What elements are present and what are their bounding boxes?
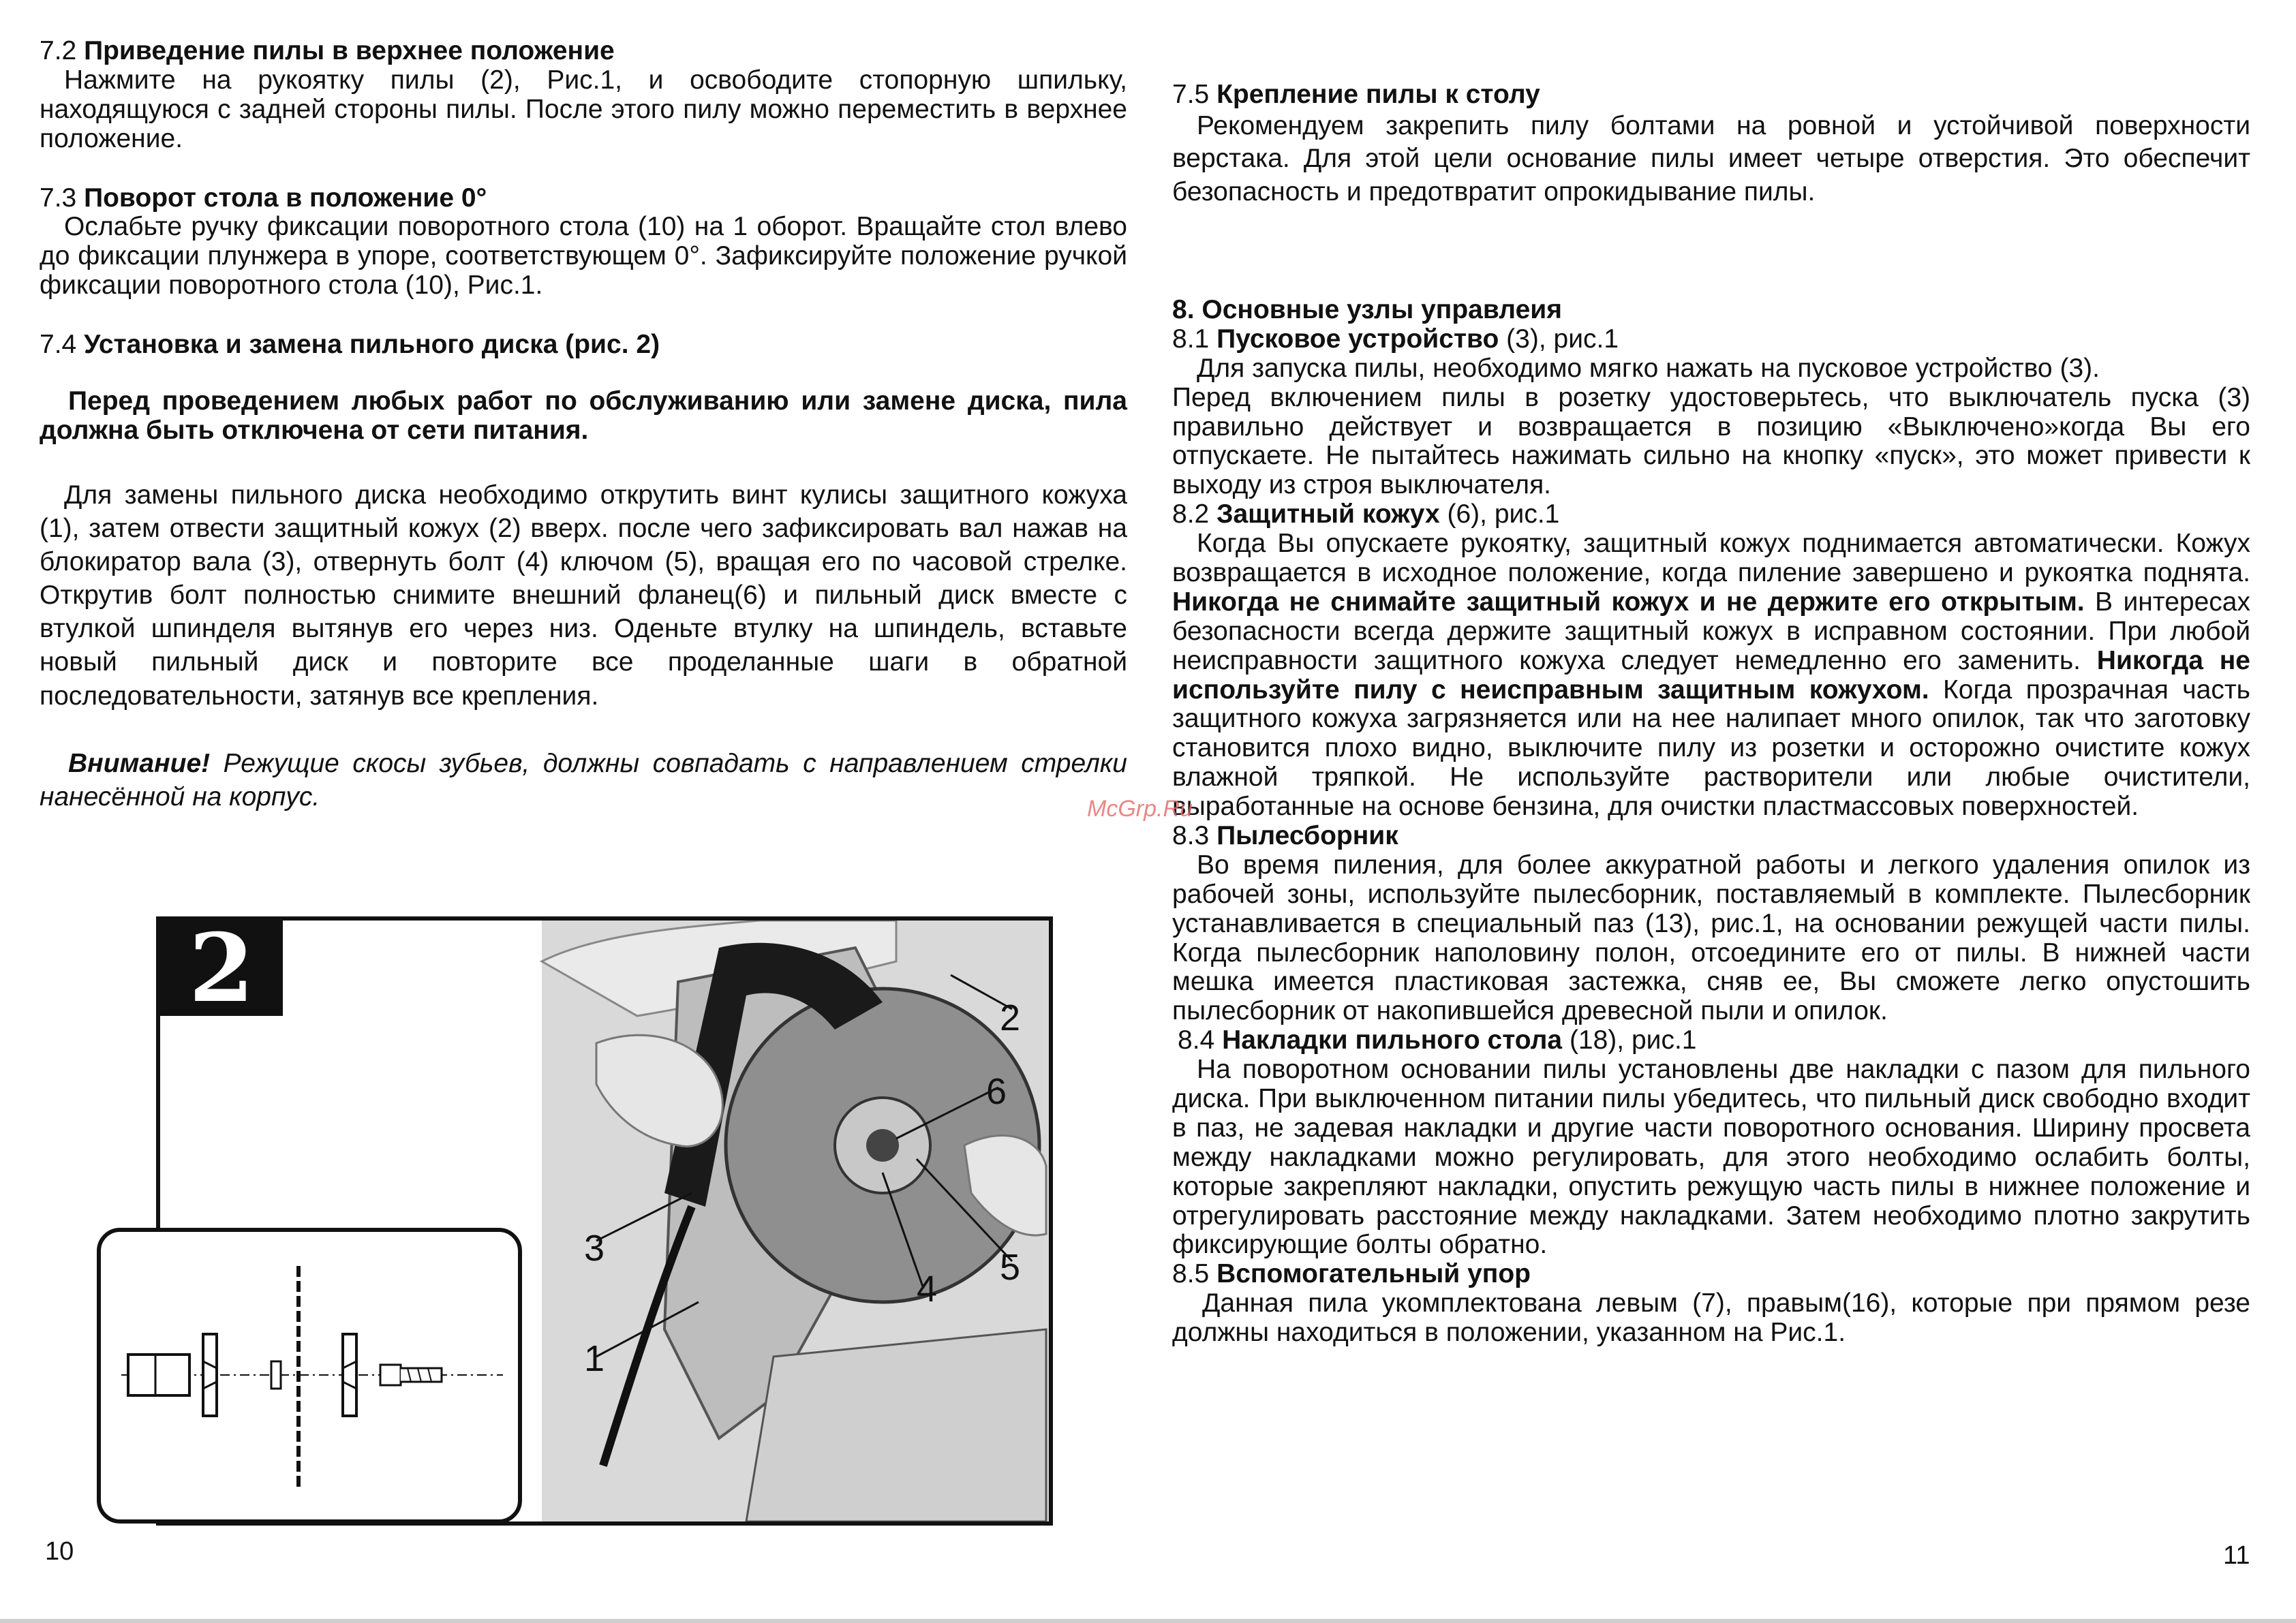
section-8-heading: 8. Основные узлы управлеия xyxy=(1172,294,1562,324)
section-7-4-body: Для замены пильного диска необходимо открутить винт кулисы защитного кожуха (1), затем отвести защитный кожух (2) вверх. после чего зафиксировать вал нажав на блокиратор вала (3), отвернуть болт (4) ключом (5), вращая его по часовой стрелке. Открутив болт полностью снимите внешний фланец(6) и пильный диск вместе с втулкой шпинделя вытянув его через низ. Оденьте втулку на шпиндель, вставьте новый пильный диск и повторите все проделанные шаги в обратной последовательности, затянув все крепления. xyxy=(40,480,1127,711)
safety-warning: Перед проведением любых работ по обслуживанию или замене диска, пила должна быть отключена от сети питания. xyxy=(40,386,1127,445)
callout-2: 2 xyxy=(1000,998,1021,1038)
section-8-3-heading: 8.3 Пылесборник xyxy=(1172,821,1398,850)
exploded-view-inset xyxy=(97,1228,522,1524)
section-8-1-body-2: Перед включением пилы в розетку удостоверьтесь, что выключатель пуска (3) правильно действует и возвращается в позицию «Выключено»когда Вы его отпускаете. Не пытайтесь нажимать сильно на кнопку «пуск», это может привести к выходу из строя выключателя. xyxy=(1172,382,2250,500)
callout-6: 6 xyxy=(986,1071,1007,1112)
section-8-3-body: Во время пиления, для более аккуратной работы и легкого удаления опилок из рабочей зоны, используйте пылесборник, поставляемый в комплекте. Пылесборник устанавливается в специальный паз (13), рис.1, на основании режущей части пилы. Когда пылесборник наполовину полон, отсоедините его от пилы. В нижней части мешка имеется пластиковая застежка, сняв ее, Вы сможете легко опустошить пылесборник от накопившейся древесной пыли и опилок. xyxy=(1172,850,2250,1026)
section-8-2-heading: 8.2 Защитный кожух (6), рис.1 xyxy=(1172,499,1560,529)
section-7-3-heading: 7.3 Поворот стола в положение 0° xyxy=(40,183,487,213)
section-8-5-heading: 8.5 Вспомогательный упор xyxy=(1172,1259,1531,1289)
attention-label: Внимание! xyxy=(68,748,211,778)
section-7-5-body: Рекомендуем закрепить пилу болтами на ровной и устойчивой поверхности верстака. Для этой цели основание пилы имеет четыре отверстия. Это обеспечит безопасность и предотвратит опрокидывание пилы. xyxy=(1172,110,2250,206)
section-7-2-body: Нажмите на рукоятку пилы (2), Рис.1, и освободите стопорную шпильку, находящуюся с задней стороны пилы. После этого пилу можно переместить в верхнее положение. xyxy=(40,65,1127,153)
section-7-2-heading: 7.2 Приведение пилы в верхнее положение xyxy=(40,36,615,65)
callout-5: 5 xyxy=(1000,1247,1021,1288)
page-number-right: 11 xyxy=(2223,1541,2250,1570)
section-7-4-heading: 7.4 Установка и замена пильного диска (рис. 2) xyxy=(40,330,660,360)
right-column xyxy=(1172,0,2250,1348)
left-column xyxy=(40,0,1127,814)
callout-4: 4 xyxy=(917,1269,938,1310)
section-7-3-body: Ослабьте ручку фиксации поворотного стола (10) на 1 оборот. Вращайте стол влево до фиксации плунжера в упоре, соответствующем 0°. Зафиксируйте положение ручкой фиксации поворотного стола (10), Рис.1. xyxy=(40,212,1127,300)
section-8-4-body: На поворотном основании пилы установлены две накладки с пазом для пильного диска. При выключенном питании пилы убедитесь, что пильный диск свободно входит в паз, не задевая накладки и другие части поворотного основания. Ширину просвета между накладками можно регулировать, для этого необходимо ослабить болты, которые закрепляют накладки, опустить режущую часть пилы в нижнее положение и отрегулировать расстояние между накладками. Затем необходимо плотно закрутить фиксирующие болты обратно. xyxy=(1172,1055,2250,1260)
page-edge xyxy=(0,1619,2296,1623)
callout-1: 1 xyxy=(584,1338,605,1379)
callout-3: 3 xyxy=(584,1228,605,1269)
attention-text: Режущие скосы зубьев, должны совпадать с направлением стрелки нанесённой на корпус. xyxy=(40,748,1127,812)
section-8-5-body: Данная пила укомплектована левым (7), правым(16), которые при прямом резе должны находиться в положении, указанном на Рис.1. xyxy=(1172,1288,2250,1348)
figure-number-badge: 2 xyxy=(160,921,283,1016)
section-8-1-body-1: Для запуска пилы, необходимо мягко нажать на пусковое устройство (3). xyxy=(1197,353,2100,383)
section-8-4-heading: 8.4 Накладки пильного стола (18), рис.1 xyxy=(1178,1025,1697,1055)
section-7-5-heading: 7.5 Крепление пилы к столу xyxy=(1172,80,1540,109)
section-8-1-heading: 8.1 Пусковое устройство (3), рис.1 xyxy=(1172,324,1619,354)
blade-assembly-diagram xyxy=(101,1232,518,1519)
watermark: McGrp.Ru xyxy=(1087,796,1193,822)
section-8-2-body: Когда Вы опускаете рукоятку, защитный кожух поднимается автоматически. Кожух возвращается в исходное положение, когда пиление завершено и рукоятка поднята. Никогда не снимайте защитный кожух и не держите его открытым. В интересах безопасности всегда держите защитный кожух в исправном состоянии. При любой неисправности защитного кожуха следует немедленно его заменить. Никогда не используйте пилу с неисправным защитным кожухом. Когда прозрачная часть защитного кожуха загрязняется или на нее налипает много опилок, так что заготовку становится плохо видно, выключите пилу из розетки и осторожно очистите кожух влажной тряпкой. Не используйте растворители или любые очистители, выработанные на основе бензина, для очистки пластмассовых поверхностей. xyxy=(1172,529,2250,822)
attention-note xyxy=(40,747,1127,814)
page-number-left: 10 xyxy=(45,1537,74,1566)
